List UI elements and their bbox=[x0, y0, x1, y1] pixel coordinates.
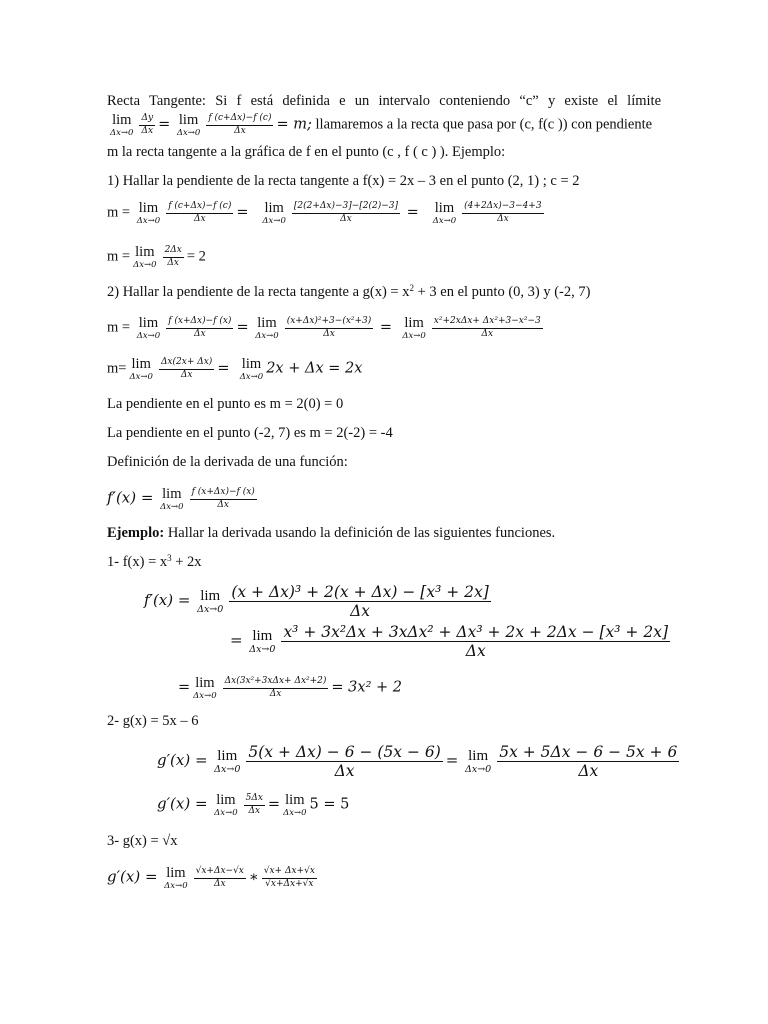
fraction: $\frac{f (c+\Delta x)-f (c)}{\Delta x}$ bbox=[168, 201, 232, 224]
ejemplo-bold: Ejemplo: bbox=[107, 525, 165, 541]
derivative-lhs: f′(x) = bbox=[107, 488, 154, 507]
limit-operator: lim Δx→0 bbox=[432, 200, 457, 226]
fraction: $\frac{\text{Δx(3x²+3xΔx+ Δx²+2)}}{\Delta x}$ bbox=[224, 676, 327, 699]
fraction: $\frac{\text{x³ + 3x²Δx + 3xΔx² + Δx³ + 2x + 2Δx − [x³ + 2x]}}{\Delta x}$ bbox=[283, 623, 668, 661]
intro-line-2-text: llamaremos a la recta que pasa por (c, f(c )) con pendiente bbox=[315, 116, 653, 133]
intro-line-3-text: m la recta tangente a la gráfica de f en el punto (c , f ( c ) ). Ejemplo: bbox=[107, 144, 506, 160]
problem-3-step-1 bbox=[107, 866, 320, 890]
limit-operator: lim Δx→0 bbox=[255, 315, 279, 341]
problem-1-label-end: + 2x bbox=[171, 554, 202, 570]
math-expression: 5 = 5 bbox=[309, 796, 350, 813]
intro-line-1 bbox=[107, 92, 661, 110]
problem-2-step-2: g′(x) = lim Δx→0 $\frac{5\Delta x}{\Delta x}$ = lim Δx→0 5 = 5 bbox=[157, 792, 350, 818]
limit-operator: lim Δx→0 bbox=[133, 244, 157, 270]
m-label: m = bbox=[107, 248, 131, 265]
fraction: $\frac{\Delta x(2x+ \Delta x)}{\Delta x}$ bbox=[160, 357, 213, 380]
result: = 3x² + 2 bbox=[331, 679, 402, 696]
example-2-step-1: m = lim Δx→0 $\frac{f (x+\Delta x)-f (x)}{\Delta x}$ = lim Δx→0 $\frac{\text{(x+Δx)²+3−(x²+3)}}{\Delta x}$ = lim Δx→0 $\frac{\text{x²+2xΔx+ Δx²+3−x²−3}}{\Delta x}$ bbox=[107, 315, 541, 341]
fraction: $\frac{f (c+\Delta x)-f (c)}{\Delta x}$ bbox=[208, 113, 272, 136]
limit-operator: lim Δx→0 bbox=[129, 356, 153, 382]
fraction: $\frac{\Delta y}{\Delta x}$ bbox=[141, 113, 154, 136]
example-1-text: 1) Hallar la pendiente de la recta tangente a f(x) = 2x – 3 en el punto (2, 1) ; c = 2 bbox=[107, 173, 580, 189]
superscript: 2 bbox=[409, 283, 414, 293]
problem-1-label bbox=[107, 553, 202, 571]
problem-3-label bbox=[107, 832, 178, 850]
fraction: $\frac{[2(2+\Delta x)-3]-[2(2)-3]}{\Delta x}$ bbox=[293, 201, 399, 224]
problem-1-label-text: 1- f(x) = x bbox=[107, 554, 168, 570]
math-expression: 2x + Δx = 2x bbox=[266, 360, 363, 377]
limit-operator: lim Δx→0 bbox=[402, 315, 426, 341]
fraction: $\frac{√x+ \Delta x+√x}{√x+\Delta x+√x}$ bbox=[263, 866, 315, 889]
derivative-lhs: g′(x) = bbox=[157, 794, 208, 813]
slope-line-1 bbox=[107, 395, 343, 413]
limit-operator: lim Δx→0 bbox=[249, 628, 276, 656]
limit-operator: lim Δx→0 bbox=[136, 315, 161, 341]
problem-2-label bbox=[107, 712, 199, 730]
limit-operator: lim Δx→0 bbox=[164, 865, 188, 891]
problem-1-step-2: = lim Δx→0 $\frac{\text{x³ + 3x²Δx + 3xΔx² + Δx³ + 2x + 2Δx − [x³ + 2x]}}{\Delta x}$ bbox=[230, 623, 668, 661]
result: = 2 bbox=[186, 248, 206, 265]
derivative-heading-text: Definición de la derivada de una función: bbox=[107, 454, 348, 470]
m-label: m= bbox=[107, 360, 127, 377]
m-label: m = bbox=[107, 319, 131, 336]
derivative-heading bbox=[107, 453, 348, 471]
fraction: $\frac{(4+2\Delta x)-3-4+3}{\Delta x}$ bbox=[464, 201, 542, 224]
intro-label: Recta Tangente: bbox=[107, 93, 206, 109]
fraction: $\frac{√x+\Delta x-√x}{\Delta x}$ bbox=[195, 866, 244, 889]
limit-operator: lim Δx→0 bbox=[197, 588, 224, 616]
superscript: 3 bbox=[167, 553, 172, 563]
derivative-lhs: g′(x) = bbox=[157, 751, 208, 770]
derivative-lhs: g′(x) = bbox=[107, 867, 158, 886]
intro-line-2: lim Δx→0 $\frac{\Delta y}{\Delta x}$ = lim Δx→0 $\frac{f (c+\Delta x)-f (c)}{\Delta x}$ = m; llamaremos a la recta que pasa por (c, f(c )) con pendiente bbox=[110, 112, 653, 138]
limit-operator: lim Δx→0 bbox=[193, 675, 217, 701]
example-2-step-2: m= lim Δx→0 $\frac{\Delta x(2x+ \Delta x)}{\Delta x}$ = lim Δx→0 2x + Δx = 2x bbox=[107, 356, 363, 382]
limit-operator: lim Δx→0 bbox=[136, 200, 161, 226]
m-label: m = bbox=[107, 204, 131, 221]
slope-text-2: La pendiente en el punto (-2, 7) es m = 2(-2) = -4 bbox=[107, 425, 393, 441]
example-1-statement bbox=[107, 172, 580, 190]
limit-operator: lim Δx→0 bbox=[465, 748, 492, 776]
limit-operator: lim Δx→0 bbox=[110, 112, 134, 138]
derivative-lhs: f′(x) = bbox=[144, 591, 191, 610]
example-1-step-2 bbox=[107, 245, 206, 269]
fraction: $\frac{f (x+\Delta x)-f (x)}{\Delta x}$ bbox=[191, 487, 255, 510]
fraction: $\frac{2\Delta x}{\Delta x}$ bbox=[164, 245, 182, 268]
problem-1-step-1 bbox=[144, 584, 494, 620]
fraction: $\frac{\text{(x + Δx)³ + 2(x + Δx) − [x³ + 2x]}}{\Delta x}$ bbox=[231, 583, 489, 621]
limit-operator: lim Δx→0 bbox=[283, 792, 307, 818]
multiply-symbol: ∗ bbox=[248, 869, 259, 886]
slope-text-1: La pendiente en el punto es m = 2(0) = 0 bbox=[107, 396, 344, 412]
ejemplo-text: Hallar la derivada usando la definición de las siguientes funciones. bbox=[164, 525, 556, 541]
problem-1-step-3: = lim Δx→0 $\frac{\text{Δx(3x²+3xΔx+ Δx²+2)}}{\Delta x}$ = 3x² + 2 bbox=[178, 675, 402, 701]
limit-operator: lim Δx→0 bbox=[262, 200, 286, 226]
problem-2-step-1: g′(x) = lim Δx→0 $\frac{5(x + \Delta x) - 6 - (5x - 6)}{\Delta x}$ = lim Δx→0 $\frac{5x + 5\Delta x - 6 - 5x + 6}{\Delta x}$ bbox=[157, 743, 678, 781]
derivative-formula bbox=[107, 487, 260, 511]
problem-3-label-text: 3- g(x) = √x bbox=[107, 833, 178, 849]
example-2-statement bbox=[107, 283, 590, 301]
intro-text: Si f está definida e un intervalo conteniendo “c” y existe el límite bbox=[215, 93, 662, 109]
limit-operator: lim Δx→0 bbox=[160, 486, 184, 512]
ejemplo-line bbox=[107, 524, 555, 542]
problem-2-label-text: 2- g(x) = 5x – 6 bbox=[107, 713, 199, 729]
fraction: $\frac{\text{(x+Δx)²+3−(x²+3)}}{\Delta x}$ bbox=[286, 316, 372, 339]
example-2-text-end: + 3 en el punto (0, 3) y (-2, 7) bbox=[413, 284, 591, 300]
fraction: $\frac{5(x + \Delta x) - 6 - (5x - 6)}{\Delta x}$ bbox=[248, 743, 441, 781]
slope-line-2 bbox=[107, 424, 393, 442]
limit-operator: lim Δx→0 bbox=[176, 112, 201, 138]
intro-line-3 bbox=[107, 143, 505, 161]
limit-operator: lim Δx→0 bbox=[214, 748, 241, 776]
limit-operator: lim Δx→0 bbox=[214, 792, 238, 818]
limit-operator: lim Δx→0 bbox=[239, 356, 264, 382]
fraction: $\frac{5\Delta x}{\Delta x}$ bbox=[245, 793, 263, 816]
example-2-text: 2) Hallar la pendiente de la recta tangente a g(x) = x bbox=[107, 284, 410, 300]
fraction: $\frac{f (x+\Delta x)-f (x)}{\Delta x}$ bbox=[168, 316, 232, 339]
equals-m: = m; bbox=[276, 116, 312, 133]
fraction: $\frac{\text{x²+2xΔx+ Δx²+3−x²−3}}{\Delta x}$ bbox=[433, 316, 541, 339]
example-1-step-1: m = lim Δx→0 $\frac{f (c+\Delta x)-f (c)}{\Delta x}$ = lim Δx→0 $\frac{[2(2+\Delta x)-3]-[2(2)-3]}{\Delta x}$ = lim Δx→0 $\frac{(4+2\Delta x)-3-4+3}{\Delta x}$ bbox=[107, 200, 542, 226]
fraction: $\frac{5x + 5\Delta x - 6 - 5x + 6}{\Delta x}$ bbox=[499, 743, 678, 781]
